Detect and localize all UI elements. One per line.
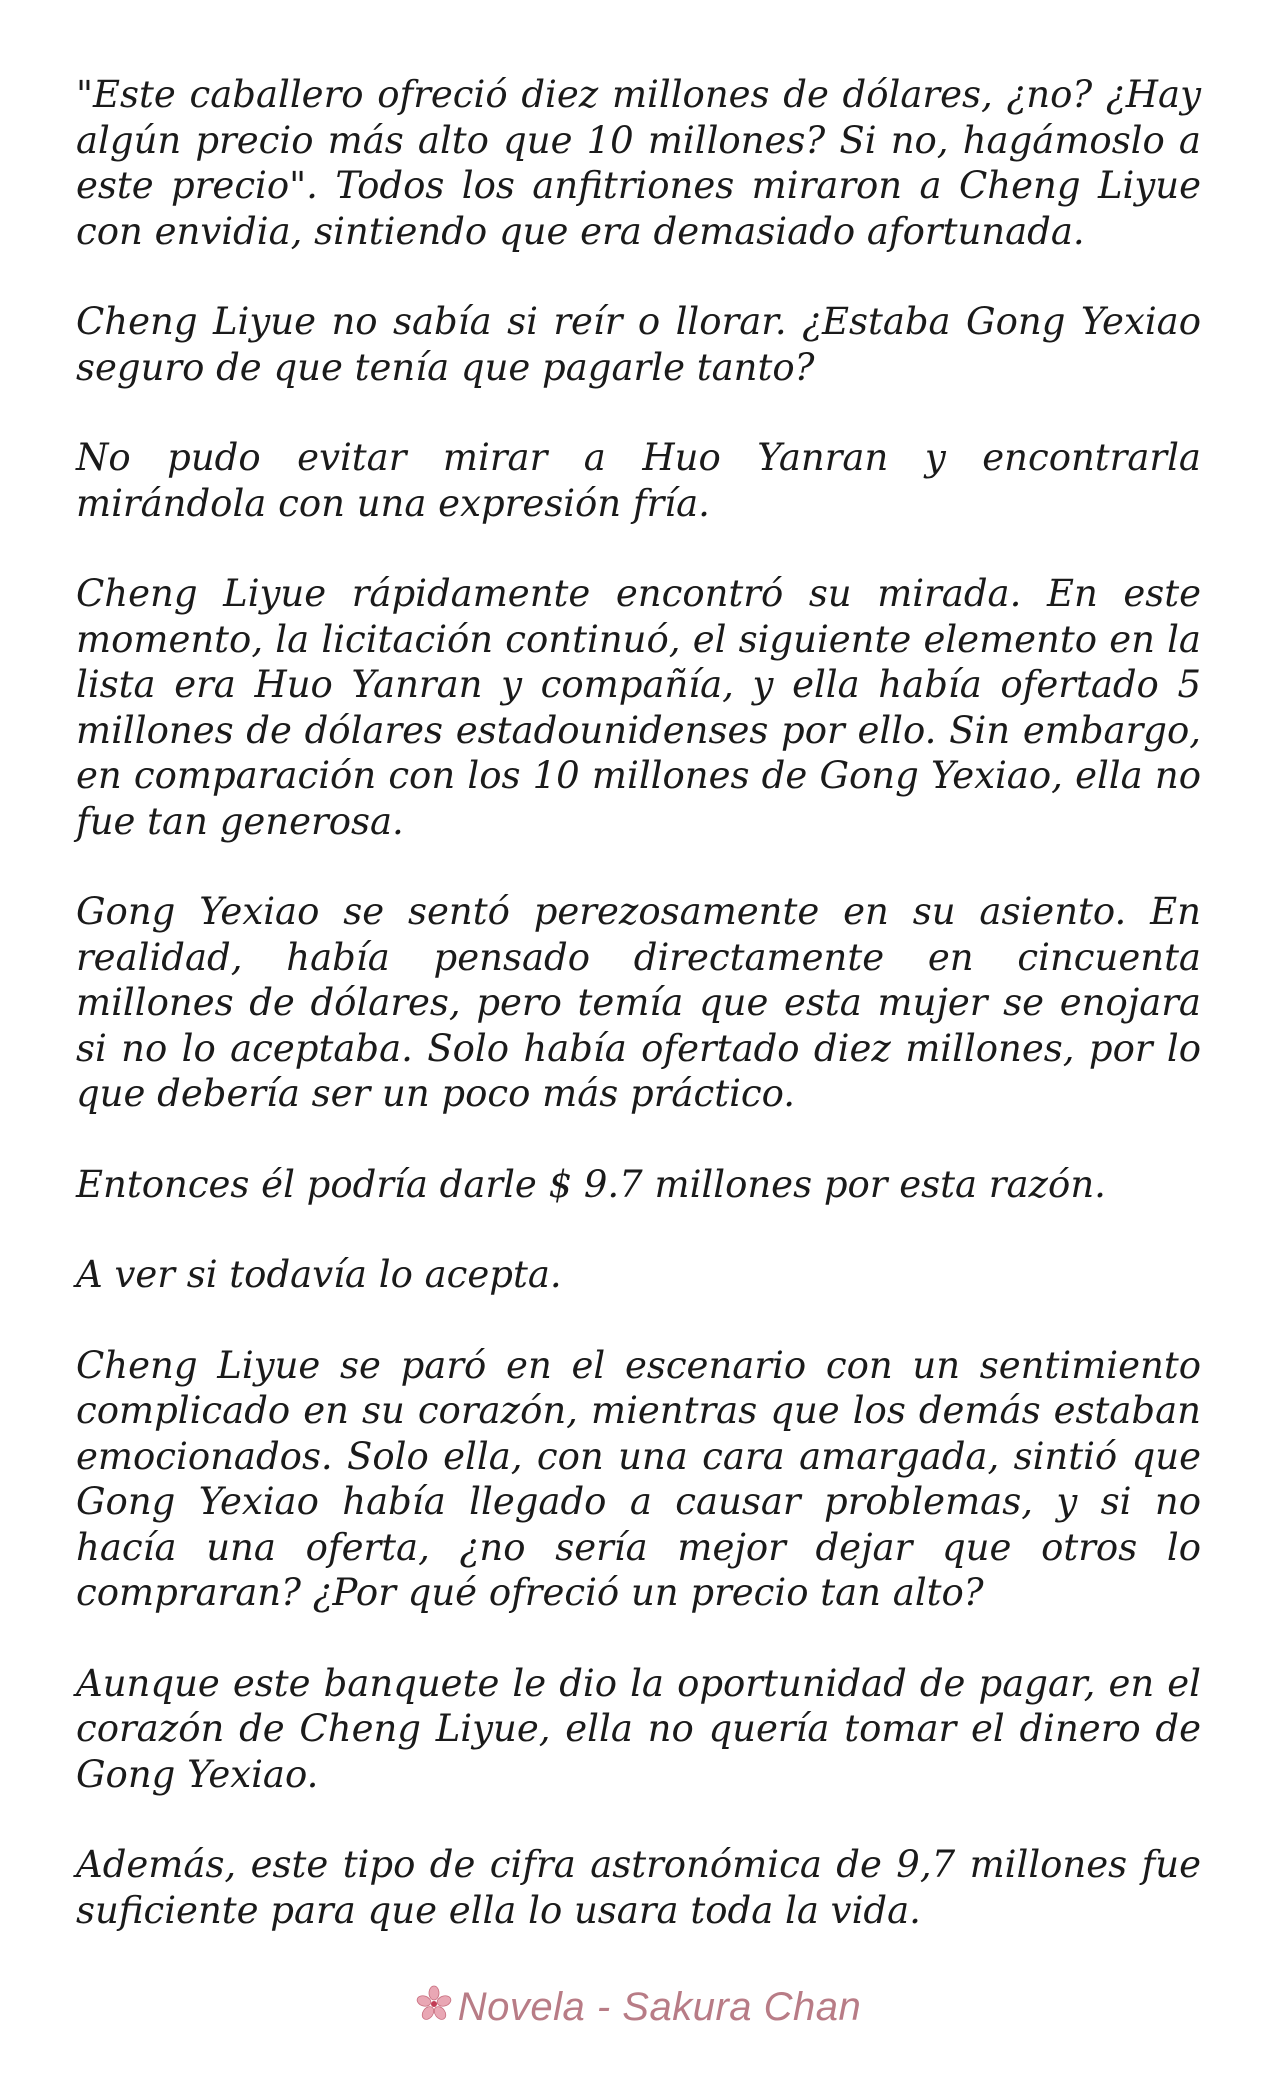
paragraph-4: Cheng Liyue rápidamente encontró su mirada. En este momento, la licitación continuó, el siguiente elemento en la lista era Huo Yanran y compañía, y ella había ofertado 5 millones de dólares estadounidenses por ello. Sin embargo, en comparación con los 10 millones de Gong Yexiao, ella no fue tan generosa. (76, 572, 1201, 843)
paragraph-1: "Este caballero ofreció diez millones de dólares, ¿no? ¿Hay algún precio más alto que 10 millones? Si no, hagámoslo a este precio". Todos los anfitriones miraron a Cheng Liyue con envidia, sintiendo que era demasiado afortunada. (76, 73, 1201, 253)
paragraph-9: Aunque este banquete le dio la oportunidad de pagar, en el corazón de Cheng Liyue, ella no quería tomar el dinero de Gong Yexiao. (76, 1661, 1201, 1796)
paragraph-10: Además, este tipo de cifra astronómica de 9,7 millones fue suficiente para que ella lo usara toda la vida. (76, 1843, 1201, 1932)
footer-text: Novela - Sakura Chan (457, 1985, 862, 2029)
paragraph-6: Entonces él podría darle $ 9.7 millones por esta razón. (76, 1162, 1106, 1206)
sakura-flower-icon (414, 1984, 454, 2024)
paragraph-2: Cheng Liyue no sabía si reír o llorar. ¿Estaba Gong Yexiao seguro de que tenía que pagarle tanto? (76, 300, 1201, 389)
watermark-footer (0, 1984, 1275, 2030)
document-body (76, 72, 1201, 1978)
paragraph-8: Cheng Liyue se paró en el escenario con un sentimiento complicado en su corazón, mientras que los demás estaban emocionados. Solo ella, con una cara amargada, sintió que Gong Yexiao había llegado a causar problemas, y si no hacía una oferta, ¿no sería mejor dejar que otros lo compraran? ¿Por qué ofreció un precio tan alto? (76, 1343, 1201, 1614)
paragraph-7: A ver si todavía lo acepta. (76, 1253, 562, 1296)
paragraph-3: No pudo evitar mirar a Huo Yanran y encontrarla mirándola con una expresión fría. (76, 436, 1201, 525)
paragraph-5: Gong Yexiao se sentó perezosamente en su asiento. En realidad, había pensado directamente en cincuenta millones de dólares, pero temía que esta mujer se enojara si no lo aceptaba. Solo había ofertado diez millones, por lo que debería ser un poco más práctico. (76, 890, 1201, 1115)
